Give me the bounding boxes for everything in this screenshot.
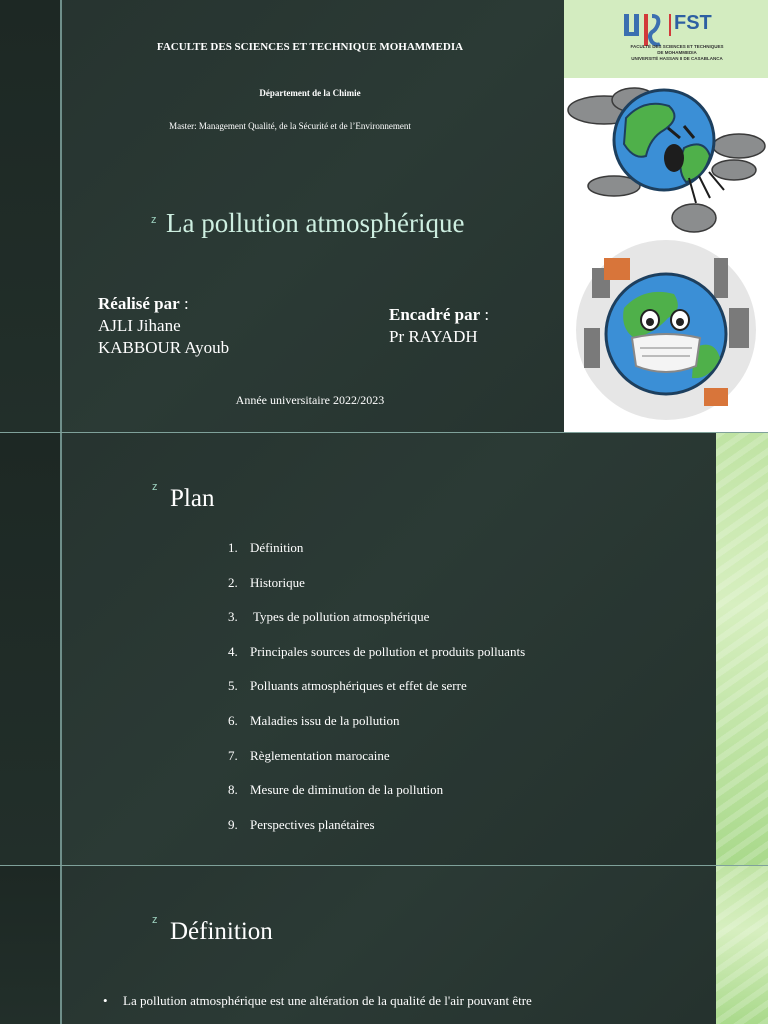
slide-accent-line [60,0,62,432]
polluted-earth-image [564,78,768,238]
plan-title: Plan [170,485,215,512]
realise-colon: : [179,294,189,313]
decorative-green-strip [716,866,768,1024]
fst-logo-panel [564,0,768,78]
logo-line-3: UNIVERSITÉ HASSAN II DE CASABLANCA [631,56,723,61]
definition-title: Définition [170,918,273,945]
title-marker: z [152,481,158,493]
department-name: Département de la Chimie [259,88,361,98]
title-slide [0,0,768,432]
plan-list [228,538,525,849]
list-item: 5. Polluants atmosphériques et effet de serre [228,678,467,694]
logo-line-1: FACULTÉ DES SCIENCES ET TECHNIQUES [630,44,724,49]
list-item: 9. Perspectives planétaires [228,816,375,832]
realise-label: Réalisé par [98,294,180,313]
logo-divider [669,14,671,36]
presentation-title: La pollution atmosphérique [166,208,465,238]
encadre-label: Encadré par [389,305,481,324]
list-item: 1. Définition [228,540,304,555]
master-program: Master: Management Qualité, de la Sécurité et de l’Environnement [169,121,411,131]
encadre-colon: : [480,305,490,324]
masked-earth-icon [564,238,768,432]
supervisor-block [389,304,489,348]
list-item: 6. Maladies issu de la pollution [228,712,400,728]
bullet-icon: • [103,993,108,1008]
list-item: 8. Mesure de diminution de la pollution [228,782,444,798]
slide-accent-line [60,866,62,1024]
academic-year: Année universitaire 2022/2023 [235,393,385,407]
title-marker: z [152,914,158,926]
decorative-green-strip [716,433,768,865]
definition-text: La pollution atmosphérique est une altération de la qualité de l'air pouvant être [123,993,532,1008]
slide-accent-line [60,433,62,865]
uh2-logo-icon [622,12,662,48]
list-item: 3. Types de pollution atmosphérique [228,609,430,625]
fst-letters: FST [674,12,712,34]
logo-line-2: DE MOHAMMEDIA [657,50,697,55]
list-item: 2. Historique [228,574,305,590]
author-1: AJLI Jihane [98,316,181,335]
definition-slide [0,866,768,1024]
supervisor-name: Pr RAYADH [389,327,478,346]
smog-earth-icon [564,78,768,238]
masked-earth-image [564,238,768,432]
list-item: 4. Principales sources de pollution et produits polluants [228,643,526,659]
plan-slide [0,433,768,865]
authors-block [98,293,229,359]
faculty-name: FACULTE DES SCIENCES ET TECHNIQUE MOHAMMEDIA [156,41,464,53]
author-2: KABBOUR Ayoub [98,338,230,357]
title-marker: z [151,214,157,226]
list-item: 7. Règlementation marocaine [228,747,390,763]
